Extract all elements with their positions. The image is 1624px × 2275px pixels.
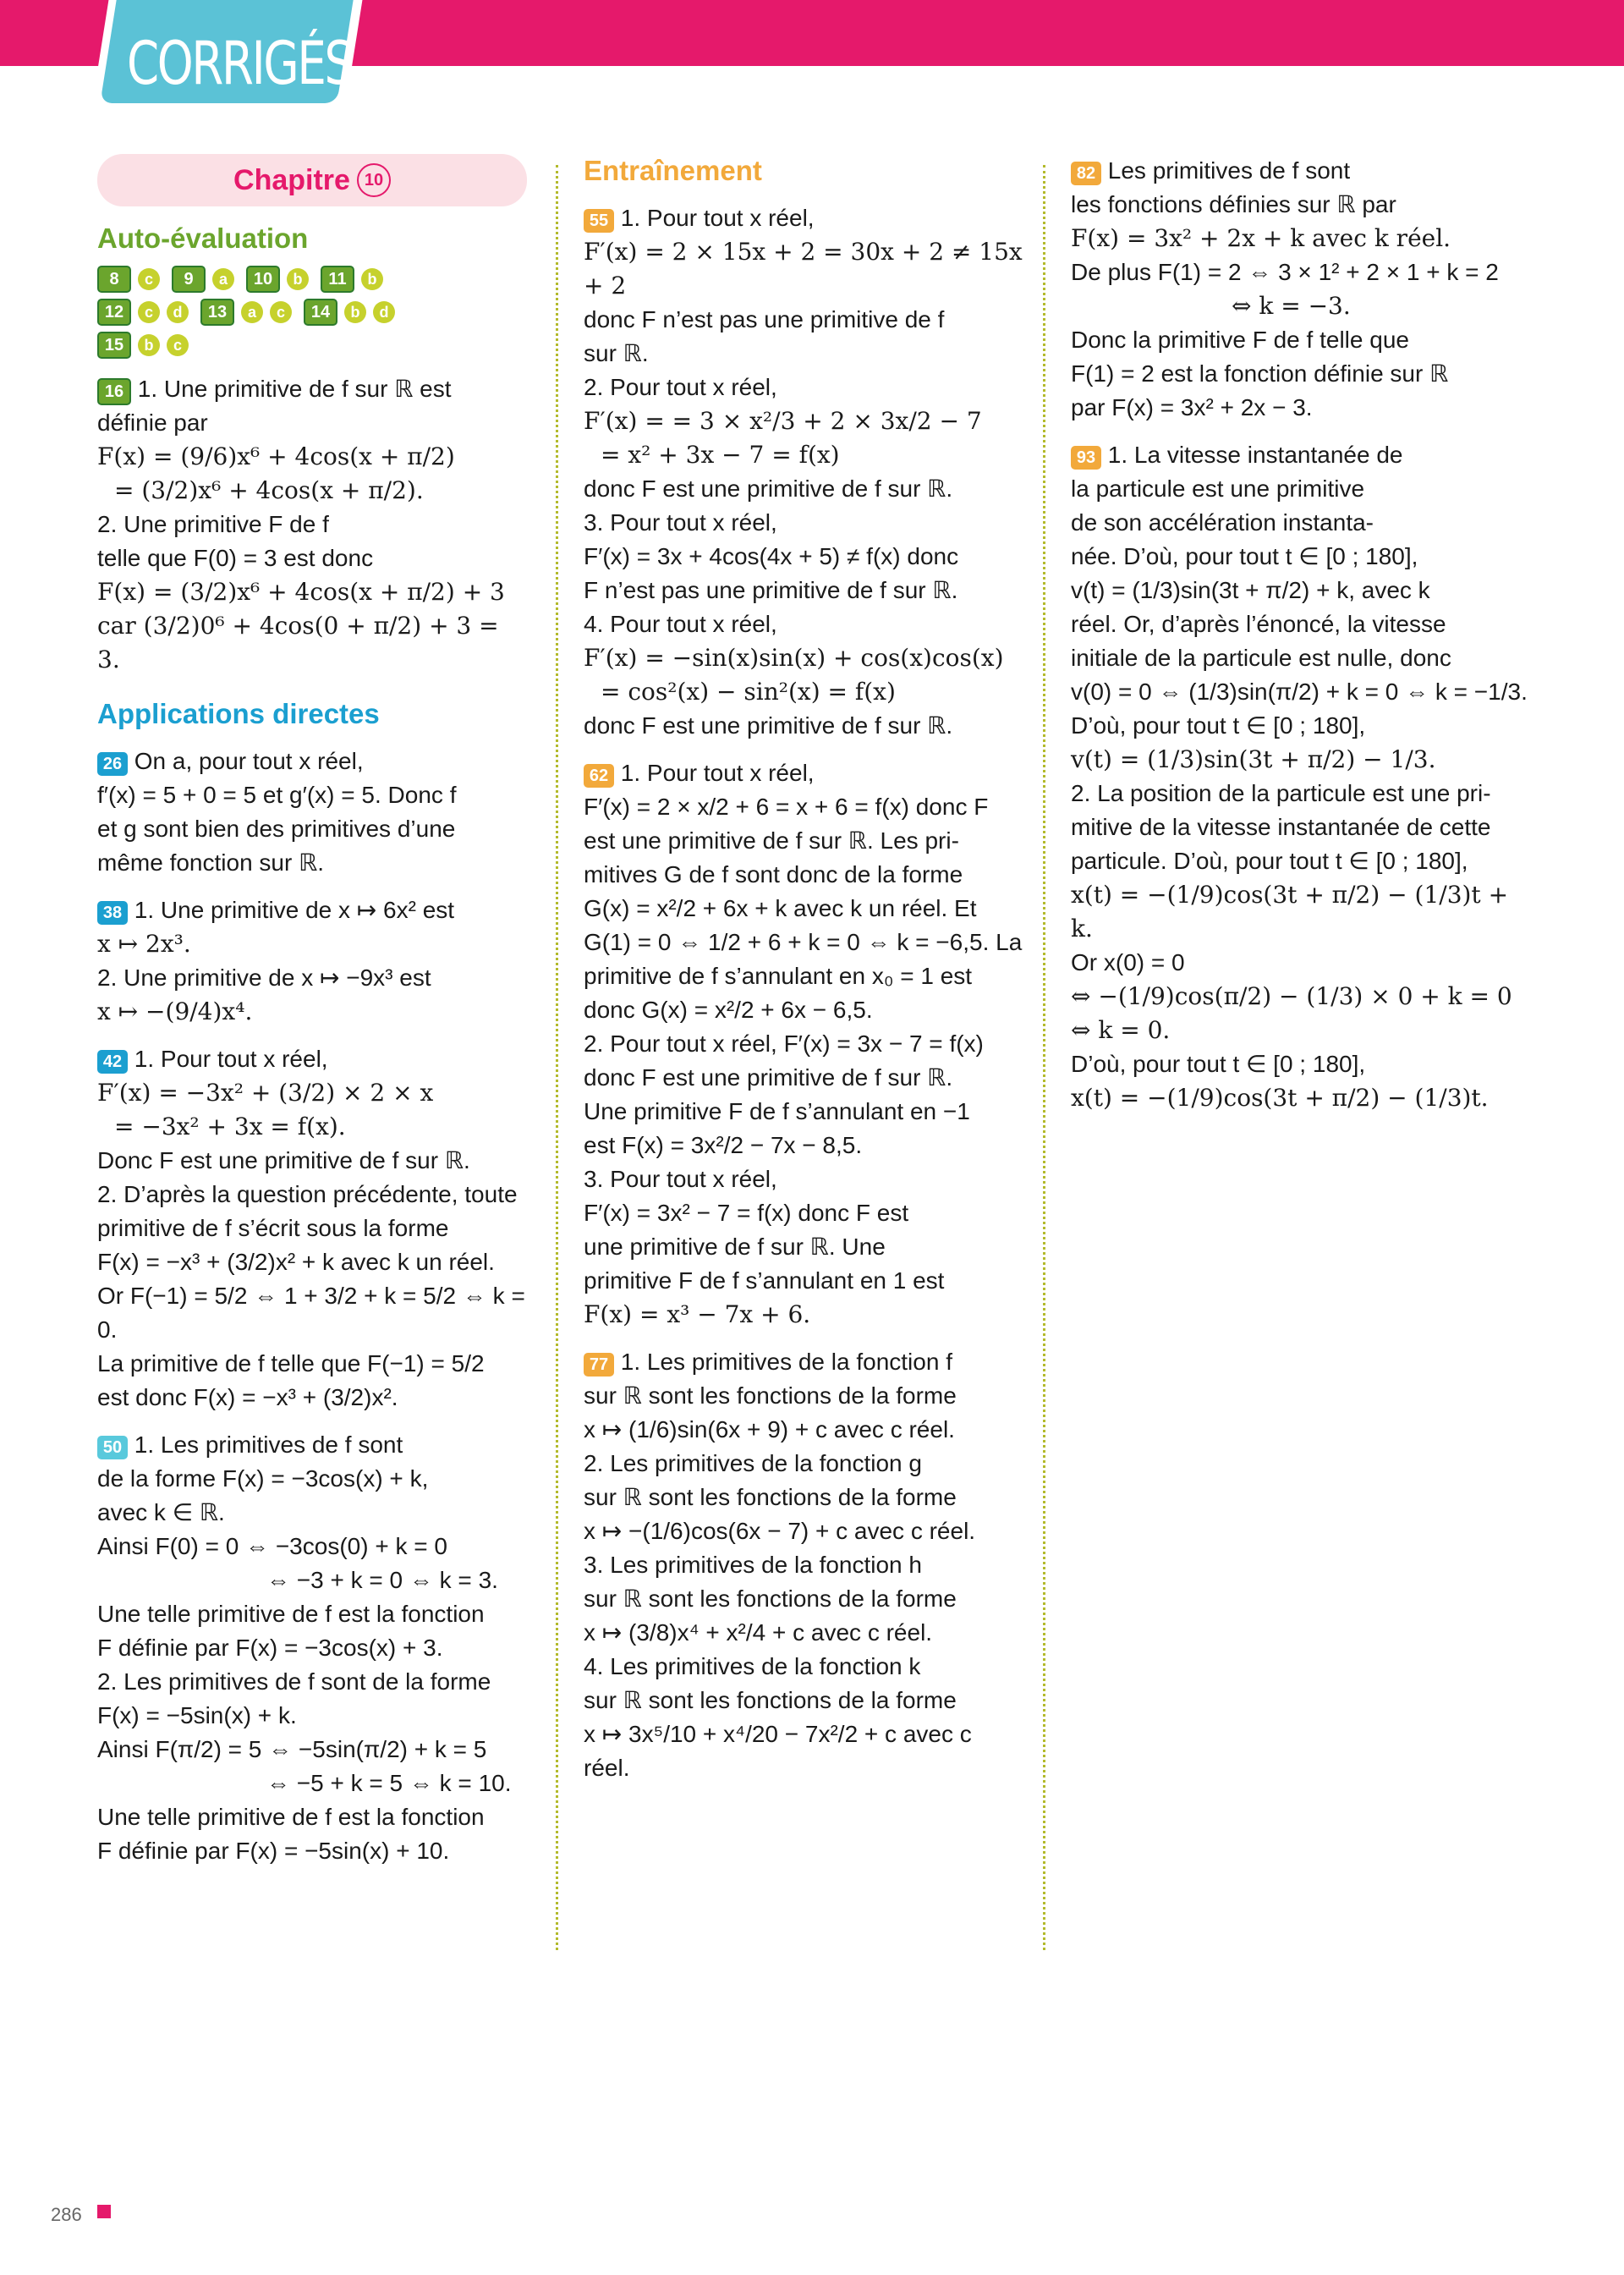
text-line: v(t) = (1/3)sin(3t + π/2) + k, avec k (1071, 577, 1430, 603)
answer-badge: a (212, 268, 234, 290)
text-line: x ↦ −(1/6)cos(6x − 7) + c avec c réel. (584, 1518, 976, 1544)
exercise-number: 14 (304, 299, 337, 326)
text-line: 1. Les primitives de f sont (134, 1431, 403, 1458)
formula-line: F′(x) = −3x² + (3/2) × 2 × x (97, 1079, 434, 1107)
formula-line: F(x) = (9/6)x⁶ + 4cos(x + π/2) (97, 442, 455, 470)
exercise-26 (97, 745, 529, 880)
text-line: 3. Pour tout x réel, (584, 1166, 777, 1192)
text-line: par F(x) = 3x² + 2x − 3. (1071, 394, 1313, 420)
text-line: x ↦ 3x⁵/10 + x⁴/20 − 7x²/2 + c avec c réel. (584, 1721, 972, 1781)
text-line: F′(x) = 3x + 4cos(4x + 5) ≠ f(x) donc (584, 543, 959, 569)
formula-line: = (3/2)x⁶ + 4cos(x + π/2). (114, 476, 424, 504)
exercise-93 (1071, 438, 1528, 1115)
exercise-number: 13 (200, 299, 234, 326)
text-line: 3. Pour tout x réel, (584, 509, 777, 536)
exercise-42 (97, 1042, 529, 1415)
text-line: est F(x) = 3x²/2 − 7x − 8,5. (584, 1132, 863, 1158)
text-line: mitive de la vitesse instantanée de cette (1071, 814, 1491, 840)
exercise-number: 55 (584, 209, 614, 233)
text-line: On a, pour tout x réel, (134, 748, 364, 774)
exercise-number: 62 (584, 764, 614, 788)
formula-line: F′(x) = −sin(x)sin(x) + cos(x)cos(x) (584, 644, 1004, 672)
text-line: 1. Pour tout x réel, (620, 205, 815, 231)
text-line: même fonction sur ℝ. (97, 849, 325, 876)
chapter-heading (97, 154, 527, 206)
text-line: sur ℝ sont les fonctions de la forme (584, 1484, 957, 1510)
text-line: particule. D’où, pour tout t ∈ [0 ; 180], (1071, 848, 1468, 874)
answer-badge: b (287, 268, 309, 290)
text-line: 2. Les primitives de f sont de la forme (97, 1668, 491, 1695)
answer-badge: b (344, 301, 366, 323)
exercise-number: 8 (97, 266, 131, 293)
text-line: 1. Les primitives de la fonction f (620, 1349, 952, 1375)
text-line: 4. Les primitives de la fonction k (584, 1653, 921, 1679)
text-line: la particule est une primitive (1071, 475, 1365, 502)
text-line: F(x) = −x³ + (3/2)x² + k avec k un réel. (97, 1249, 495, 1275)
formula-line: F′(x) = 2 × 15x + 2 = 30x + 2 ≠ 15x + 2 (584, 238, 1023, 299)
exercise-number: 82 (1071, 162, 1101, 185)
text-line: Donc la primitive F de f telle que (1071, 327, 1409, 353)
text-line: Une primitive F de f s’annulant en −1 (584, 1098, 970, 1124)
text-line: sur ℝ sont les fonctions de la forme (584, 1687, 957, 1713)
text-line: v(0) = 0 ⇔ (1/3)sin(π/2) + k = 0 ⇔ k = −1/3. (1071, 679, 1528, 705)
text-line: est donc F(x) = −x³ + (3/2)x². (97, 1384, 398, 1410)
text-line: les fonctions définies sur ℝ par (1071, 191, 1396, 217)
exercise-number: 50 (97, 1436, 128, 1459)
text-line: 2. D’après la question précédente, toute (97, 1181, 518, 1207)
exercise-number: 93 (1071, 446, 1101, 470)
text-line: G(x) = x²/2 + 6x + k avec k un réel. Et (584, 895, 977, 921)
formula-line: x ↦ −(9/4)x⁴. (97, 997, 253, 1025)
formula-line: v(t) = (1/3)sin(3t + π/2) − 1/3. (1071, 745, 1436, 773)
text-line: ⇔ −5 + k = 5 ⇔ k = 10. (266, 1770, 512, 1796)
text-line: de la forme F(x) = −3cos(x) + k, (97, 1465, 429, 1492)
text-line: 2. Une primitive de x ↦ −9x³ est (97, 964, 431, 991)
formula-line: x ↦ 2x³. (97, 930, 191, 958)
text-line: x ↦ (3/8)x⁴ + x²/4 + c avec c réel. (584, 1619, 933, 1646)
exercise-number: 10 (246, 266, 280, 293)
formula-line: car (3/2)0⁶ + 4cos(0 + π/2) + 3 = 3. (97, 612, 499, 673)
formula-line: ⇔ k = −3. (1232, 292, 1351, 320)
exercise-number: 9 (172, 266, 206, 293)
exercise-number: 42 (97, 1050, 128, 1074)
text-line: F définie par F(x) = −3cos(x) + 3. (97, 1635, 443, 1661)
text-line: primitive de f s’annulant en x₀ = 1 est (584, 963, 973, 989)
text-line: ⇔ −3 + k = 0 ⇔ k = 3. (266, 1567, 498, 1593)
exercise-77 (584, 1345, 1023, 1785)
text-line: 1. Pour tout x réel, (134, 1046, 328, 1072)
exercise-number: 16 (97, 378, 131, 405)
section-title-applications: Applications directes (97, 698, 380, 729)
answer-badge: c (138, 268, 160, 290)
text-line: 2. Une primitive F de f (97, 511, 329, 537)
text-line: de son accélération instanta- (1071, 509, 1374, 536)
text-line: Ainsi F(π/2) = 5 ⇔ −5sin(π/2) + k = 5 (97, 1736, 487, 1762)
text-line: donc F est une primitive de f sur ℝ. (584, 475, 953, 502)
exercise-82 (1071, 154, 1528, 425)
text-line: F′(x) = 2 × x/2 + 6 = x + 6 = f(x) donc F (584, 794, 989, 820)
exercise-number: 12 (97, 299, 131, 326)
text-line: 1. Une primitive de f sur ℝ est (137, 376, 452, 402)
auto-eval-row (97, 266, 529, 293)
column-separator (556, 165, 558, 1950)
text-line: née. D’où, pour tout t ∈ [0 ; 180], (1071, 543, 1418, 569)
formula-line: = cos²(x) − sin²(x) = f(x) (601, 678, 896, 706)
formula-line: x(t) = −(1/9)cos(3t + π/2) − (1/3)t + k. (1071, 881, 1509, 942)
text-line: 2. Pour tout x réel, (584, 374, 777, 400)
exercise-number: 11 (321, 266, 354, 293)
text-line: Or F(−1) = 5/2 ⇔ 1 + 3/2 + k = 5/2 ⇔ k = 0. (97, 1283, 525, 1343)
exercise-number: 15 (97, 332, 131, 359)
exercise-number: 77 (584, 1353, 614, 1377)
text-line: donc G(x) = x²/2 + 6x − 6,5. (584, 997, 873, 1023)
text-line: définie par (97, 409, 208, 436)
answer-badge: d (167, 301, 189, 323)
text-line: x ↦ (1/6)sin(6x + 9) + c avec c réel. (584, 1416, 955, 1442)
auto-eval-row (97, 332, 529, 359)
text-line: donc F est une primitive de f sur ℝ. (584, 1064, 953, 1091)
text-line: F définie par F(x) = −5sin(x) + 10. (97, 1838, 450, 1864)
answer-badge: c (138, 301, 160, 323)
text-line: Une telle primitive de f est la fonction (97, 1601, 485, 1627)
text-line: initiale de la particule est nulle, donc (1071, 645, 1451, 671)
text-line: 4. Pour tout x réel, (584, 611, 777, 637)
column-separator (1043, 165, 1045, 1950)
answer-badge: a (241, 301, 263, 323)
text-line: G(1) = 0 ⇔ 1/2 + 6 + k = 0 ⇔ k = −6,5. La (584, 929, 1023, 955)
text-line: F(1) = 2 est la fonction définie sur ℝ (1071, 360, 1449, 387)
text-line: Une telle primitive de f est la fonction (97, 1804, 485, 1830)
text-line: 2. La position de la particule est une pri- (1071, 780, 1491, 806)
answer-badge: b (361, 268, 383, 290)
text-line: sur ℝ sont les fonctions de la forme (584, 1382, 957, 1409)
text-line: 2. Pour tout x réel, F′(x) = 3x − 7 = f(x) (584, 1030, 984, 1057)
text-line: une primitive de f sur ℝ. Une (584, 1234, 886, 1260)
text-line: D’où, pour tout t ∈ [0 ; 180], (1071, 712, 1366, 739)
exercise-62 (584, 756, 1023, 1332)
text-line: réel. Or, d’après l’énoncé, la vitesse (1071, 611, 1446, 637)
formula-line: ⇔ −(1/9)cos(π/2) − (1/3) × 0 + k = 0 (1071, 982, 1512, 1010)
text-line: Or x(0) = 0 (1071, 949, 1185, 975)
text-line: 2. Les primitives de la fonction g (584, 1450, 922, 1476)
formula-line: F(x) = x³ − 7x + 6. (584, 1300, 811, 1328)
exercise-16 (97, 372, 529, 677)
auto-eval-row (97, 299, 529, 326)
text-line: D’où, pour tout t ∈ [0 ; 180], (1071, 1051, 1366, 1077)
exercise-38 (97, 893, 529, 1029)
chapter-label: Chapitre (233, 164, 350, 196)
text-line: Les primitives de f sont (1107, 157, 1351, 184)
text-line: mitives G de f sont donc de la forme (584, 861, 963, 887)
section-title-auto-eval: Auto-évaluation (97, 223, 309, 254)
text-line: et g sont bien des primitives d’une (97, 816, 456, 842)
text-line: avec k ∈ ℝ. (97, 1499, 225, 1525)
chapter-number: 10 (357, 163, 391, 197)
formula-line: F(x) = (3/2)x⁶ + 4cos(x + π/2) + 3 (97, 578, 505, 606)
page-marker (97, 2205, 111, 2218)
column-1 (97, 154, 529, 1868)
exercise-number: 38 (97, 901, 128, 925)
answer-badge: b (138, 334, 160, 356)
text-line: sur ℝ sont les fonctions de la forme (584, 1585, 957, 1612)
text-line: donc F est une primitive de f sur ℝ. (584, 712, 953, 739)
exercise-number: 26 (97, 752, 128, 776)
text-line: 1. Pour tout x réel, (620, 760, 815, 786)
formula-line: = x² + 3x − 7 = f(x) (601, 441, 840, 469)
text-line: F(x) = −5sin(x) + k. (97, 1702, 297, 1728)
text-line: 1. Une primitive de x ↦ 6x² est (134, 897, 455, 923)
formula-line: ⇔ k = 0. (1071, 1016, 1171, 1044)
formula-line: F(x) = 3x² + 2x + k avec k réel. (1071, 224, 1451, 252)
answer-badge: c (270, 301, 292, 323)
text-line: primitive de f s’écrit sous la forme (97, 1215, 449, 1241)
section-title-entrainement: Entraînement (584, 155, 762, 186)
text-line: donc F n’est pas une primitive de f (584, 306, 945, 332)
text-line: De plus F(1) = 2 ⇔ 3 × 1² + 2 × 1 + k = 2 (1071, 259, 1499, 285)
text-line: sur ℝ. (584, 340, 649, 366)
formula-line: F′(x) = = 3 × x²/3 + 2 × 3x/2 − 7 (584, 407, 982, 435)
text-line: F′(x) = 3x² − 7 = f(x) donc F est (584, 1200, 909, 1226)
exercise-50 (97, 1428, 529, 1868)
column-2 (584, 154, 1023, 1785)
page-title: CORRIGÉS (127, 29, 352, 98)
formula-line: x(t) = −(1/9)cos(3t + π/2) − (1/3)t. (1071, 1084, 1489, 1112)
formula-line: = −3x² + 3x = f(x). (114, 1113, 346, 1140)
exercise-55 (584, 201, 1023, 743)
text-line: F n’est pas une primitive de f sur ℝ. (584, 577, 958, 603)
text-line: Ainsi F(0) = 0 ⇔ −3cos(0) + k = 0 (97, 1533, 447, 1559)
text-line: 3. Les primitives de la fonction h (584, 1552, 922, 1578)
text-line: La primitive de f telle que F(−1) = 5/2 (97, 1350, 485, 1377)
text-line: est une primitive de f sur ℝ. Les pri- (584, 827, 959, 854)
text-line: primitive F de f s’annulant en 1 est (584, 1267, 945, 1294)
text-line: Donc F est une primitive de f sur ℝ. (97, 1147, 470, 1173)
text-line: 1. La vitesse instantanée de (1107, 442, 1403, 468)
text-line: f′(x) = 5 + 0 = 5 et g′(x) = 5. Donc f (97, 782, 457, 808)
page-number: 286 (51, 2204, 82, 2225)
answer-badge: d (373, 301, 395, 323)
column-3 (1071, 154, 1528, 1115)
answer-badge: c (167, 334, 189, 356)
text-line: telle que F(0) = 3 est donc (97, 545, 374, 571)
